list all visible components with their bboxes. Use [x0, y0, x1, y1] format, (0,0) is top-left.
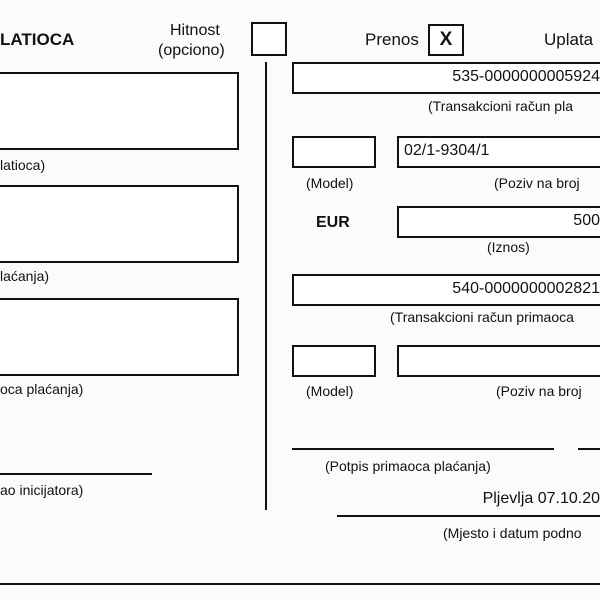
amount-caption: (Iznos) — [487, 239, 530, 255]
model-caption-2: (Model) — [306, 383, 354, 399]
payer-account-caption: (Transakcioni račun pla — [428, 98, 573, 114]
reference-caption-1: (Poziv na broj — [494, 175, 580, 191]
recipient-signature-caption: (Potpis primaoca plaćanja) — [325, 458, 491, 474]
amount-value: 500 — [573, 212, 600, 229]
reference-value-1: 02/1-9304/1 — [404, 142, 490, 159]
recipient-field[interactable] — [0, 298, 239, 376]
reference-caption-2: (Poziv na broj — [496, 383, 582, 399]
payer-caption: latioca) — [0, 157, 46, 173]
prenos-checkbox[interactable]: X — [428, 24, 464, 56]
prenos-label: Prenos — [365, 30, 419, 49]
payer-field[interactable] — [0, 72, 239, 150]
recipient-caption: oca plaćanja) — [0, 381, 84, 397]
currency-label: EUR — [316, 214, 350, 231]
initiator-signature-line — [0, 473, 152, 475]
recipient-signature-line-2 — [578, 448, 600, 450]
column-divider — [265, 62, 267, 510]
hitnost-sublabel: (opciono) — [158, 42, 225, 59]
recipient-account-value: 540-0000000002821 — [452, 280, 600, 297]
uplata-label: Uplata — [544, 30, 594, 49]
recipient-account-caption: (Transakcioni račun primaoca — [390, 309, 574, 325]
model-field-1[interactable] — [292, 136, 376, 168]
form-title: LATIOCA — [0, 30, 75, 49]
place-date-caption: (Mjesto i datum podno — [443, 525, 582, 541]
hitnost-checkbox[interactable] — [251, 22, 287, 56]
purpose-caption: laćanja) — [0, 268, 50, 284]
model-caption-1: (Model) — [306, 175, 354, 191]
initiator-signature-caption: ao inicijatora) — [0, 482, 84, 498]
recipient-signature-line — [292, 448, 554, 450]
form-bottom-border — [0, 583, 600, 585]
purpose-field[interactable] — [0, 185, 239, 263]
model-field-2[interactable] — [292, 345, 376, 377]
hitnost-label: Hitnost — [170, 22, 220, 39]
place-date-value: Pljevlja 07.10.20 — [482, 490, 600, 507]
place-date-line — [337, 515, 600, 517]
reference-field-2[interactable] — [397, 345, 600, 377]
payer-account-value: 535-0000000005924 — [452, 68, 600, 85]
amount-field[interactable] — [397, 206, 600, 238]
